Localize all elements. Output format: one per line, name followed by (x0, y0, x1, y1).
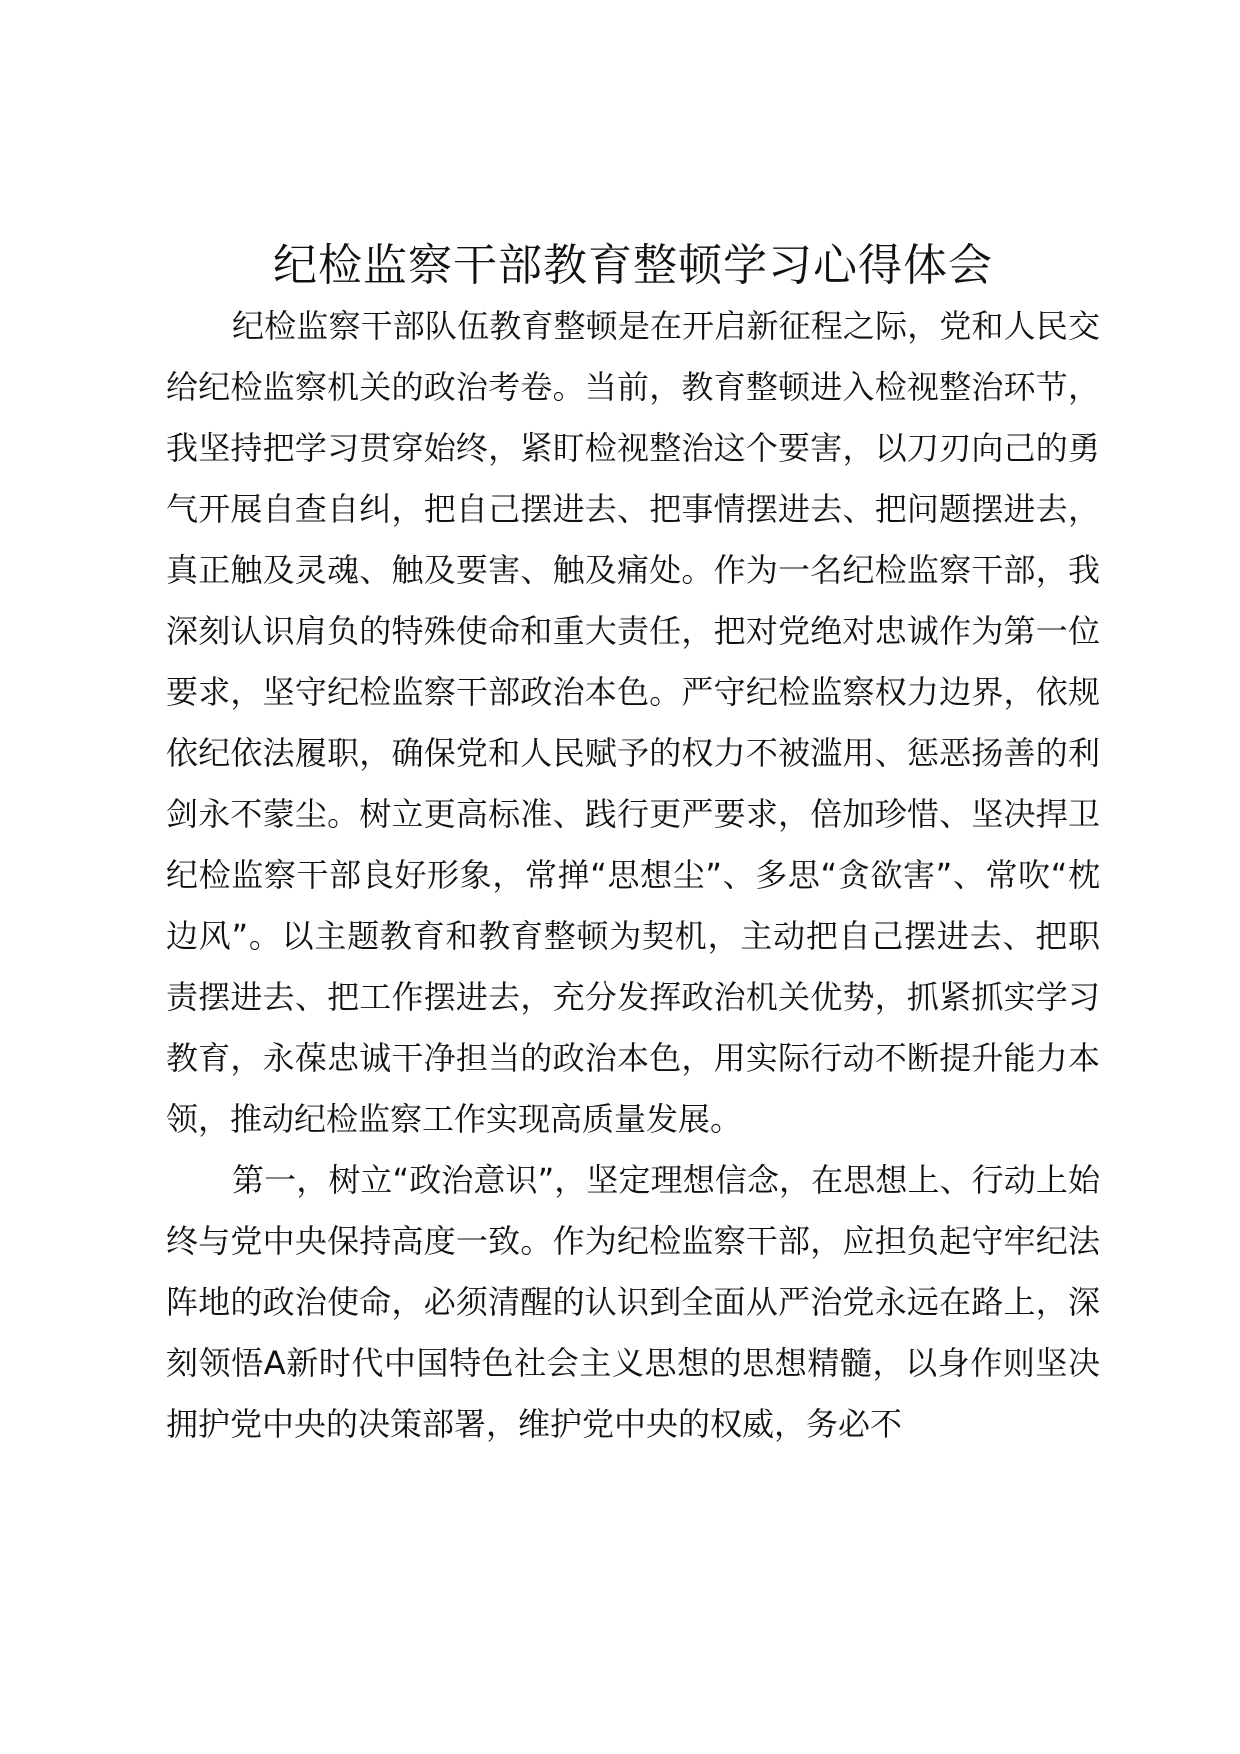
document-title: 纪检监察干部教育整顿学习心得体会 (273, 240, 993, 291)
paragraph-intro: 纪检监察干部队伍教育整顿是在开启新征程之际，党和人民交给纪检监察机关的政治考卷。当前，教育整顿进入检视整治环节，我坚持把学习贯穿始终，紧盯检视整治这个要害，以刀刃向己的勇气开展自查自纠，把自己摆进去、把事情摆进去、把问题摆进去，真正触及灵魂、触及要害、触及痛处。作为一名纪检监察干部，我深刻认识肩负的特殊使命和重大责任，把对党绝对忠诚作为第一位要求，坚守纪检监察干部政治本色。严守纪检监察权力边界，依规依纪依法履职，确保党和人民赋予的权力不被滥用、惩恶扬善的利剑永不蒙尘。树立更高标准、践行更严要求，倍加珍惜、坚决捍卫纪检监察干部良好形象，常掸“思想尘”、多思“贪欲害”、常吹“枕边风”。以主题教育和教育整顿为契机，主动把自己摆进去、把职责摆进去、把工作摆进去，充分发挥政治机关优势，抓紧抓实学习教育，永葆忠诚干净担当的政治本色，用实际行动不断提升能力本领，推动纪检监察工作实现高质量发展。 (166, 307, 1100, 1138)
paragraph-first-point: 第一，树立“政治意识”，坚定理想信念，在思想上、行动上始终与党中央保持高度一致。作为纪检监察干部，应担负起守牢纪法阵地的政治使命，必须清醒的认识到全面从严治党永远在路上，深刻领悟A新时代中国特色社会主义思想的思想精髓，以身作则坚决拥护党中央的决策部署，维护党中央的权威，务必不 (166, 1161, 1100, 1443)
document-body (166, 296, 1100, 1455)
